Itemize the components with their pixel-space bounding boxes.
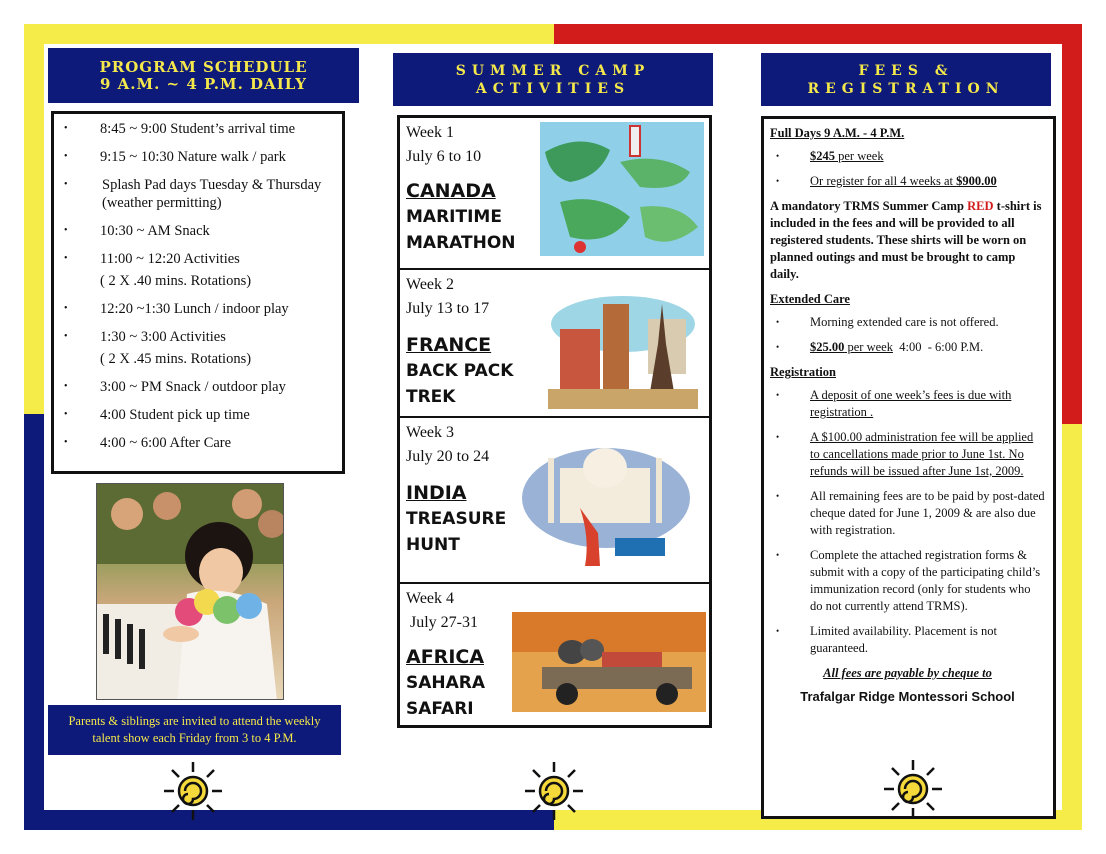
list-item: • A deposit of one week’s fees is due with registration . bbox=[770, 387, 1045, 421]
week-dates: July 6 to 10 bbox=[406, 148, 482, 165]
border-band bbox=[24, 24, 554, 44]
sun-icon bbox=[880, 756, 946, 822]
bullet-icon: • bbox=[776, 176, 780, 186]
activity-subtitle: BACK PACK bbox=[406, 361, 514, 381]
list-item: • Splash Pad days Tuesday & Thursday (weather permitting) bbox=[60, 176, 336, 212]
list-item: • A $100.00 administration fee will be applied to cancellations made prior to June 1st. No refunds will be issued after June 1st, 2009. bbox=[770, 429, 1045, 480]
header-line-2: 9 A.M. ~ 4 P.M. DAILY bbox=[99, 74, 308, 93]
bullet-icon: • bbox=[64, 303, 68, 314]
week-label: Week 4 bbox=[406, 590, 455, 607]
activity-subtitle: HUNT bbox=[406, 535, 460, 555]
bullet-icon: • bbox=[64, 253, 68, 264]
list-item: • 4:00 ~ 6:00 After Care bbox=[60, 434, 336, 452]
week-dates: July 27-31 bbox=[410, 614, 478, 631]
list-item: • Limited availability. Placement is not guaranteed. bbox=[770, 623, 1045, 657]
extended-care-heading: Extended Care bbox=[770, 292, 850, 306]
list-item: • 1:30 ~ 3:00 Activities bbox=[60, 328, 336, 346]
activity-subtitle: SAFARI bbox=[406, 699, 474, 719]
payable-note: All fees are payable by cheque to bbox=[823, 666, 992, 680]
list-item: • 12:20 ~1:30 Lunch / indoor play bbox=[60, 300, 336, 318]
activity-subtitle: MARITIME bbox=[406, 207, 502, 227]
week-label: Week 3 bbox=[406, 424, 455, 441]
safari-jeep-icon bbox=[512, 612, 706, 712]
header-line-1: SUMMER CAMP bbox=[455, 62, 651, 79]
bullet-icon: • bbox=[64, 381, 68, 392]
header-line-1: FEES & bbox=[858, 62, 954, 79]
list-item: • 10:30 ~ AM Snack bbox=[60, 222, 336, 240]
schedule-list-box bbox=[51, 111, 345, 474]
activity-title: INDIA bbox=[406, 482, 467, 504]
maritime-map-icon bbox=[540, 122, 704, 256]
week-block bbox=[400, 584, 709, 725]
activity-subtitle: TREASURE bbox=[406, 509, 507, 529]
bullet-icon: • bbox=[776, 342, 780, 352]
bullet-icon: • bbox=[64, 123, 68, 134]
activities-box bbox=[397, 115, 712, 728]
bullet-icon: • bbox=[64, 409, 68, 420]
eiffel-tower-icon bbox=[548, 284, 698, 412]
bullet-icon: • bbox=[64, 179, 68, 190]
sun-icon bbox=[521, 758, 587, 824]
list-item: • Complete the attached registration forms & submit with a copy of the participating child’s immunization record (only for students who do not currently attend TRMS). bbox=[770, 547, 1045, 615]
program-schedule-header bbox=[48, 48, 359, 103]
list-item: • $245 per week bbox=[770, 148, 1045, 165]
activity-subtitle: MARATHON bbox=[406, 233, 516, 253]
activity-title: FRANCE bbox=[406, 334, 492, 356]
week-block bbox=[400, 118, 709, 270]
bullet-icon: • bbox=[776, 317, 780, 327]
full-days-heading: Full Days 9 A.M. - 4 P.M. bbox=[770, 126, 905, 140]
registration-list bbox=[770, 387, 1045, 657]
border-band bbox=[1062, 424, 1082, 830]
week-block bbox=[400, 270, 709, 418]
list-item: • All remaining fees are to be paid by post-dated cheque dated for June 1, 2009 & are also due with registration. bbox=[770, 488, 1045, 539]
list-item: • 11:00 ~ 12:20 Activities bbox=[60, 250, 336, 268]
list-item: ( 2 X .45 mins. Rotations) bbox=[100, 351, 252, 367]
bullet-icon: • bbox=[776, 390, 780, 400]
activity-subtitle: TREK bbox=[406, 387, 456, 407]
week-dates: July 20 to 24 bbox=[406, 448, 490, 465]
bullet-icon: • bbox=[64, 225, 68, 236]
bullet-icon: • bbox=[776, 151, 780, 161]
bullet-icon: • bbox=[64, 331, 68, 342]
list-item: • 8:45 ~ 9:00 Student’s arrival time bbox=[60, 120, 336, 138]
bullet-icon: • bbox=[64, 151, 68, 162]
list-item: • 3:00 ~ PM Snack / outdoor play bbox=[60, 378, 336, 396]
list-item: • Morning extended care is not offered. bbox=[770, 314, 1045, 331]
border-band bbox=[1062, 24, 1082, 424]
talent-show-notice: Parents & siblings are invited to attend the weekly talent show each Friday from 3 to 4 P.M. bbox=[48, 705, 341, 755]
list-item: • 9:15 ~ 10:30 Nature walk / park bbox=[60, 148, 336, 166]
summer-camp-activities-header bbox=[393, 53, 713, 106]
photo-illustration bbox=[97, 484, 284, 700]
header-line-2: REGISTRATION bbox=[807, 80, 1005, 97]
activity-subtitle: SAHARA bbox=[406, 673, 486, 693]
week-block bbox=[400, 418, 709, 584]
header-line-2: ACTIVITIES bbox=[475, 80, 631, 97]
schedule-list bbox=[60, 120, 336, 452]
list-item: • $25.00 per week 4:00 - 6:00 P.M. bbox=[770, 339, 1045, 356]
header-line-1: PROGRAM SCHEDULE bbox=[99, 57, 308, 76]
taj-mahal-icon bbox=[520, 438, 692, 568]
bullet-icon: • bbox=[776, 491, 780, 501]
fees-registration-header bbox=[761, 53, 1051, 106]
bullet-icon: • bbox=[776, 550, 780, 560]
list-item: ( 2 X .40 mins. Rotations) bbox=[100, 273, 252, 289]
border-band bbox=[24, 810, 554, 830]
child-piano-photo bbox=[96, 483, 284, 700]
week-dates: July 13 to 17 bbox=[406, 300, 490, 317]
activity-title: AFRICA bbox=[406, 646, 485, 668]
week-label: Week 1 bbox=[406, 124, 455, 141]
week-label: Week 2 bbox=[406, 276, 455, 293]
sun-icon bbox=[160, 758, 226, 824]
bullet-icon: • bbox=[776, 432, 780, 442]
activity-title: CANADA bbox=[406, 180, 496, 202]
border-band bbox=[554, 24, 1082, 44]
registration-heading: Registration bbox=[770, 365, 836, 379]
tshirt-paragraph: A mandatory TRMS Summer Camp RED t-shirt is included in the fees and will be provided to all registered students. These shirts will be worn on planned outings and must be brought to camp daily. bbox=[770, 199, 1042, 281]
fees-box bbox=[761, 116, 1056, 819]
bullet-icon: • bbox=[64, 437, 68, 448]
border-band bbox=[24, 414, 44, 830]
extended-list bbox=[770, 314, 1045, 356]
bullet-icon: • bbox=[776, 626, 780, 636]
border-band bbox=[24, 24, 44, 414]
price-list bbox=[770, 148, 1045, 190]
school-name: Trafalgar Ridge Montessori School bbox=[800, 689, 1015, 704]
list-item: • 4:00 Student pick up time bbox=[60, 406, 336, 424]
list-item: • Or register for all 4 weeks at $900.00 bbox=[770, 173, 1045, 190]
